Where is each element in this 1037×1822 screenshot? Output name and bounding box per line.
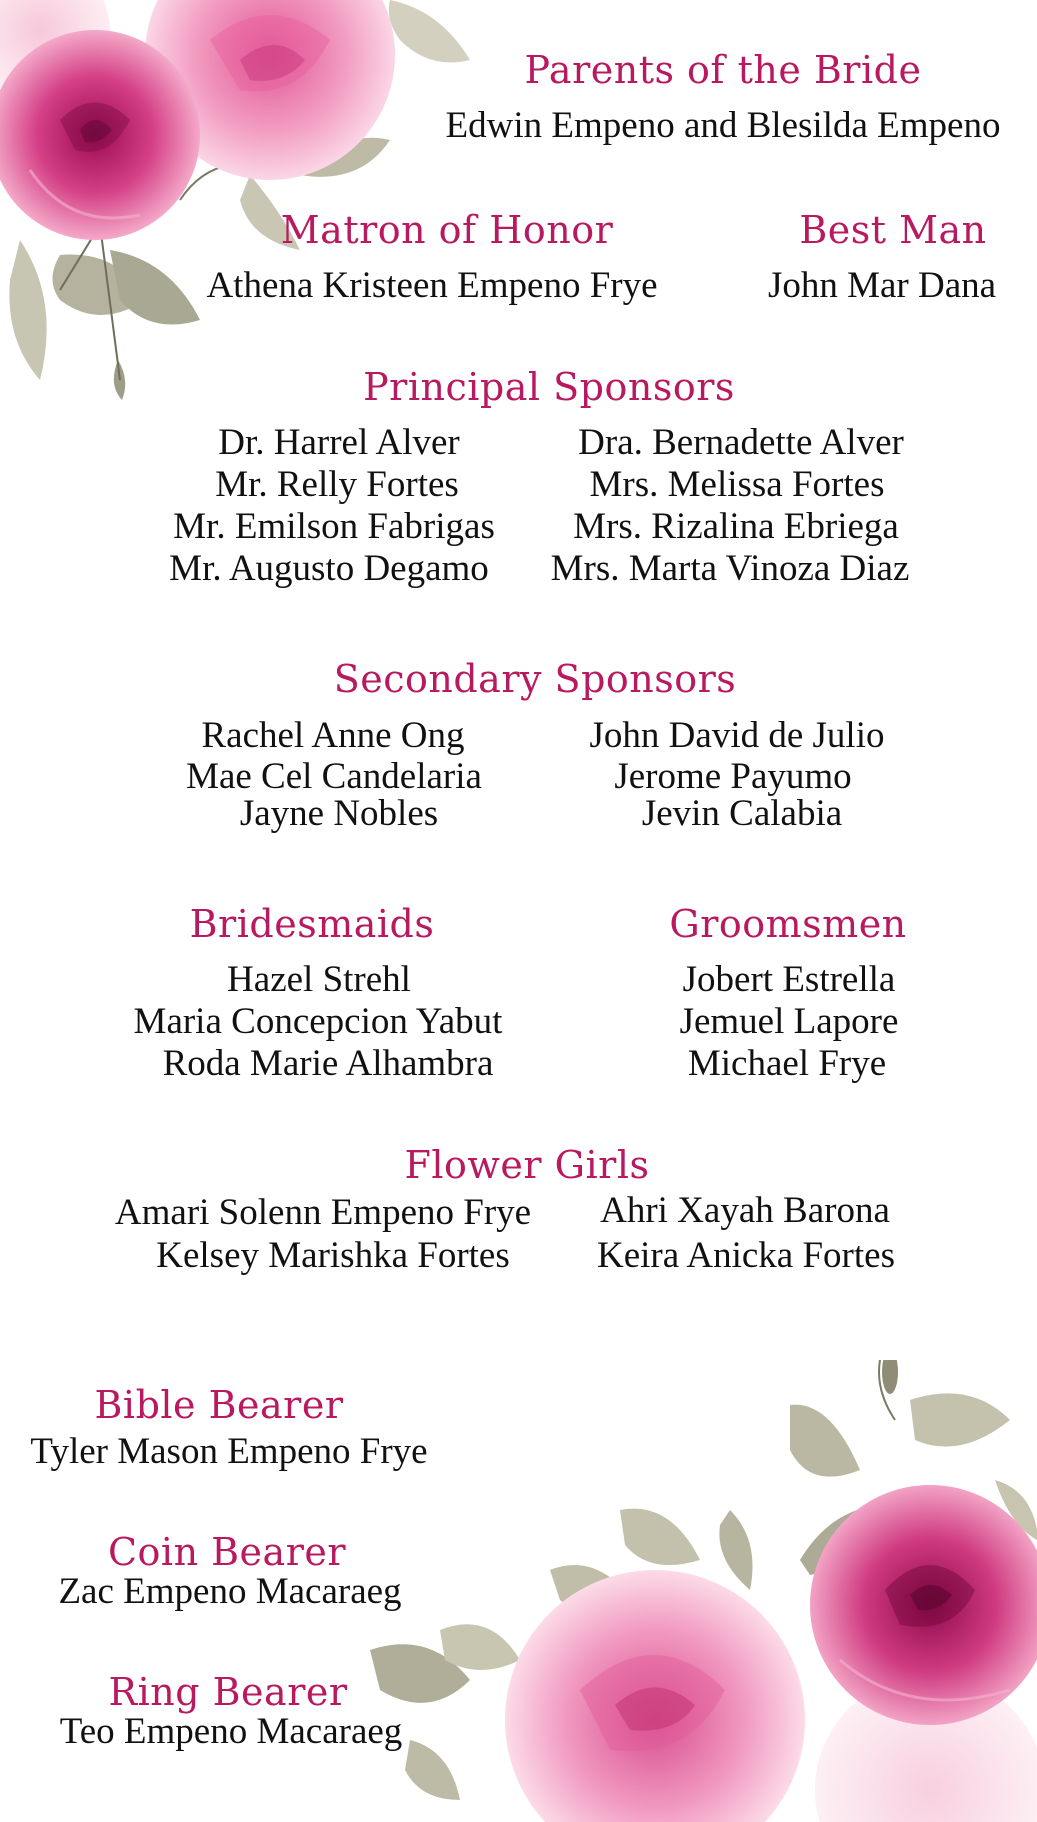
best-man-name: John Mar Dana bbox=[767, 265, 997, 306]
secondary-title: Secondary Sponsors bbox=[333, 657, 737, 701]
coin-bearer-title: Coin Bearer bbox=[107, 1530, 347, 1574]
principal-right-1: Dra. Bernadette Alver bbox=[578, 422, 904, 463]
principal-title: Principal Sponsors bbox=[363, 365, 735, 409]
best-man-title: Best Man bbox=[799, 208, 987, 252]
parents-title: Parents of the Bride bbox=[524, 48, 922, 92]
secondary-left-1: Rachel Anne Ong bbox=[201, 715, 465, 756]
secondary-right-1: John David de Julio bbox=[589, 715, 885, 756]
principal-left-2: Mr. Relly Fortes bbox=[215, 464, 459, 505]
principal-right-4: Mrs. Marta Vinoza Diaz bbox=[550, 548, 910, 589]
secondary-right-2: Jerome Payumo bbox=[614, 756, 852, 797]
ring-bearer-title: Ring Bearer bbox=[108, 1670, 348, 1714]
bridesmaid-2: Maria Concepcion Yabut bbox=[133, 1001, 503, 1042]
groomsman-2: Jemuel Lapore bbox=[679, 1001, 899, 1042]
bridesmaid-1: Hazel Strehl bbox=[227, 959, 411, 1000]
groomsmen-title: Groomsmen bbox=[669, 902, 907, 946]
principal-left-1: Dr. Harrel Alver bbox=[218, 422, 460, 463]
parents-names: Edwin Empeno and Blesilda Empeno bbox=[445, 105, 1001, 146]
matron-title: Matron of Honor bbox=[280, 208, 614, 252]
secondary-left-3: Jayne Nobles bbox=[239, 793, 439, 834]
bible-bearer-name: Tyler Mason Empeno Frye bbox=[30, 1431, 428, 1472]
flower-girls-title: Flower Girls bbox=[404, 1143, 650, 1187]
floral-bottom-right-icon bbox=[370, 1360, 1037, 1822]
flower-girl-right-1: Ahri Xayah Barona bbox=[600, 1190, 890, 1231]
principal-left-3: Mr. Emilson Fabrigas bbox=[173, 506, 495, 547]
secondary-left-2: Mae Cel Candelaria bbox=[186, 756, 482, 797]
flower-girl-right-2: Keira Anicka Fortes bbox=[597, 1235, 895, 1276]
secondary-right-3: Jevin Calabia bbox=[641, 793, 843, 834]
flower-girl-left-1: Amari Solenn Empeno Frye bbox=[114, 1192, 532, 1233]
flower-girl-left-2: Kelsey Marishka Fortes bbox=[156, 1235, 510, 1276]
groomsman-3: Michael Frye bbox=[687, 1043, 887, 1084]
bible-bearer-title: Bible Bearer bbox=[94, 1383, 344, 1427]
matron-name: Athena Kristeen Empeno Frye bbox=[206, 265, 658, 306]
bridesmaid-3: Roda Marie Alhambra bbox=[162, 1043, 494, 1084]
principal-left-4: Mr. Augusto Degamo bbox=[169, 548, 489, 589]
principal-right-2: Mrs. Melissa Fortes bbox=[589, 464, 885, 505]
ring-bearer-name: Teo Empeno Macaraeg bbox=[59, 1711, 403, 1752]
bridesmaids-title: Bridesmaids bbox=[189, 902, 435, 946]
groomsman-1: Jobert Estrella bbox=[682, 959, 896, 1000]
principal-right-3: Mrs. Rizalina Ebriega bbox=[573, 506, 899, 547]
coin-bearer-name: Zac Empeno Macaraeg bbox=[58, 1571, 402, 1612]
floral-top-left-icon bbox=[0, 0, 500, 410]
